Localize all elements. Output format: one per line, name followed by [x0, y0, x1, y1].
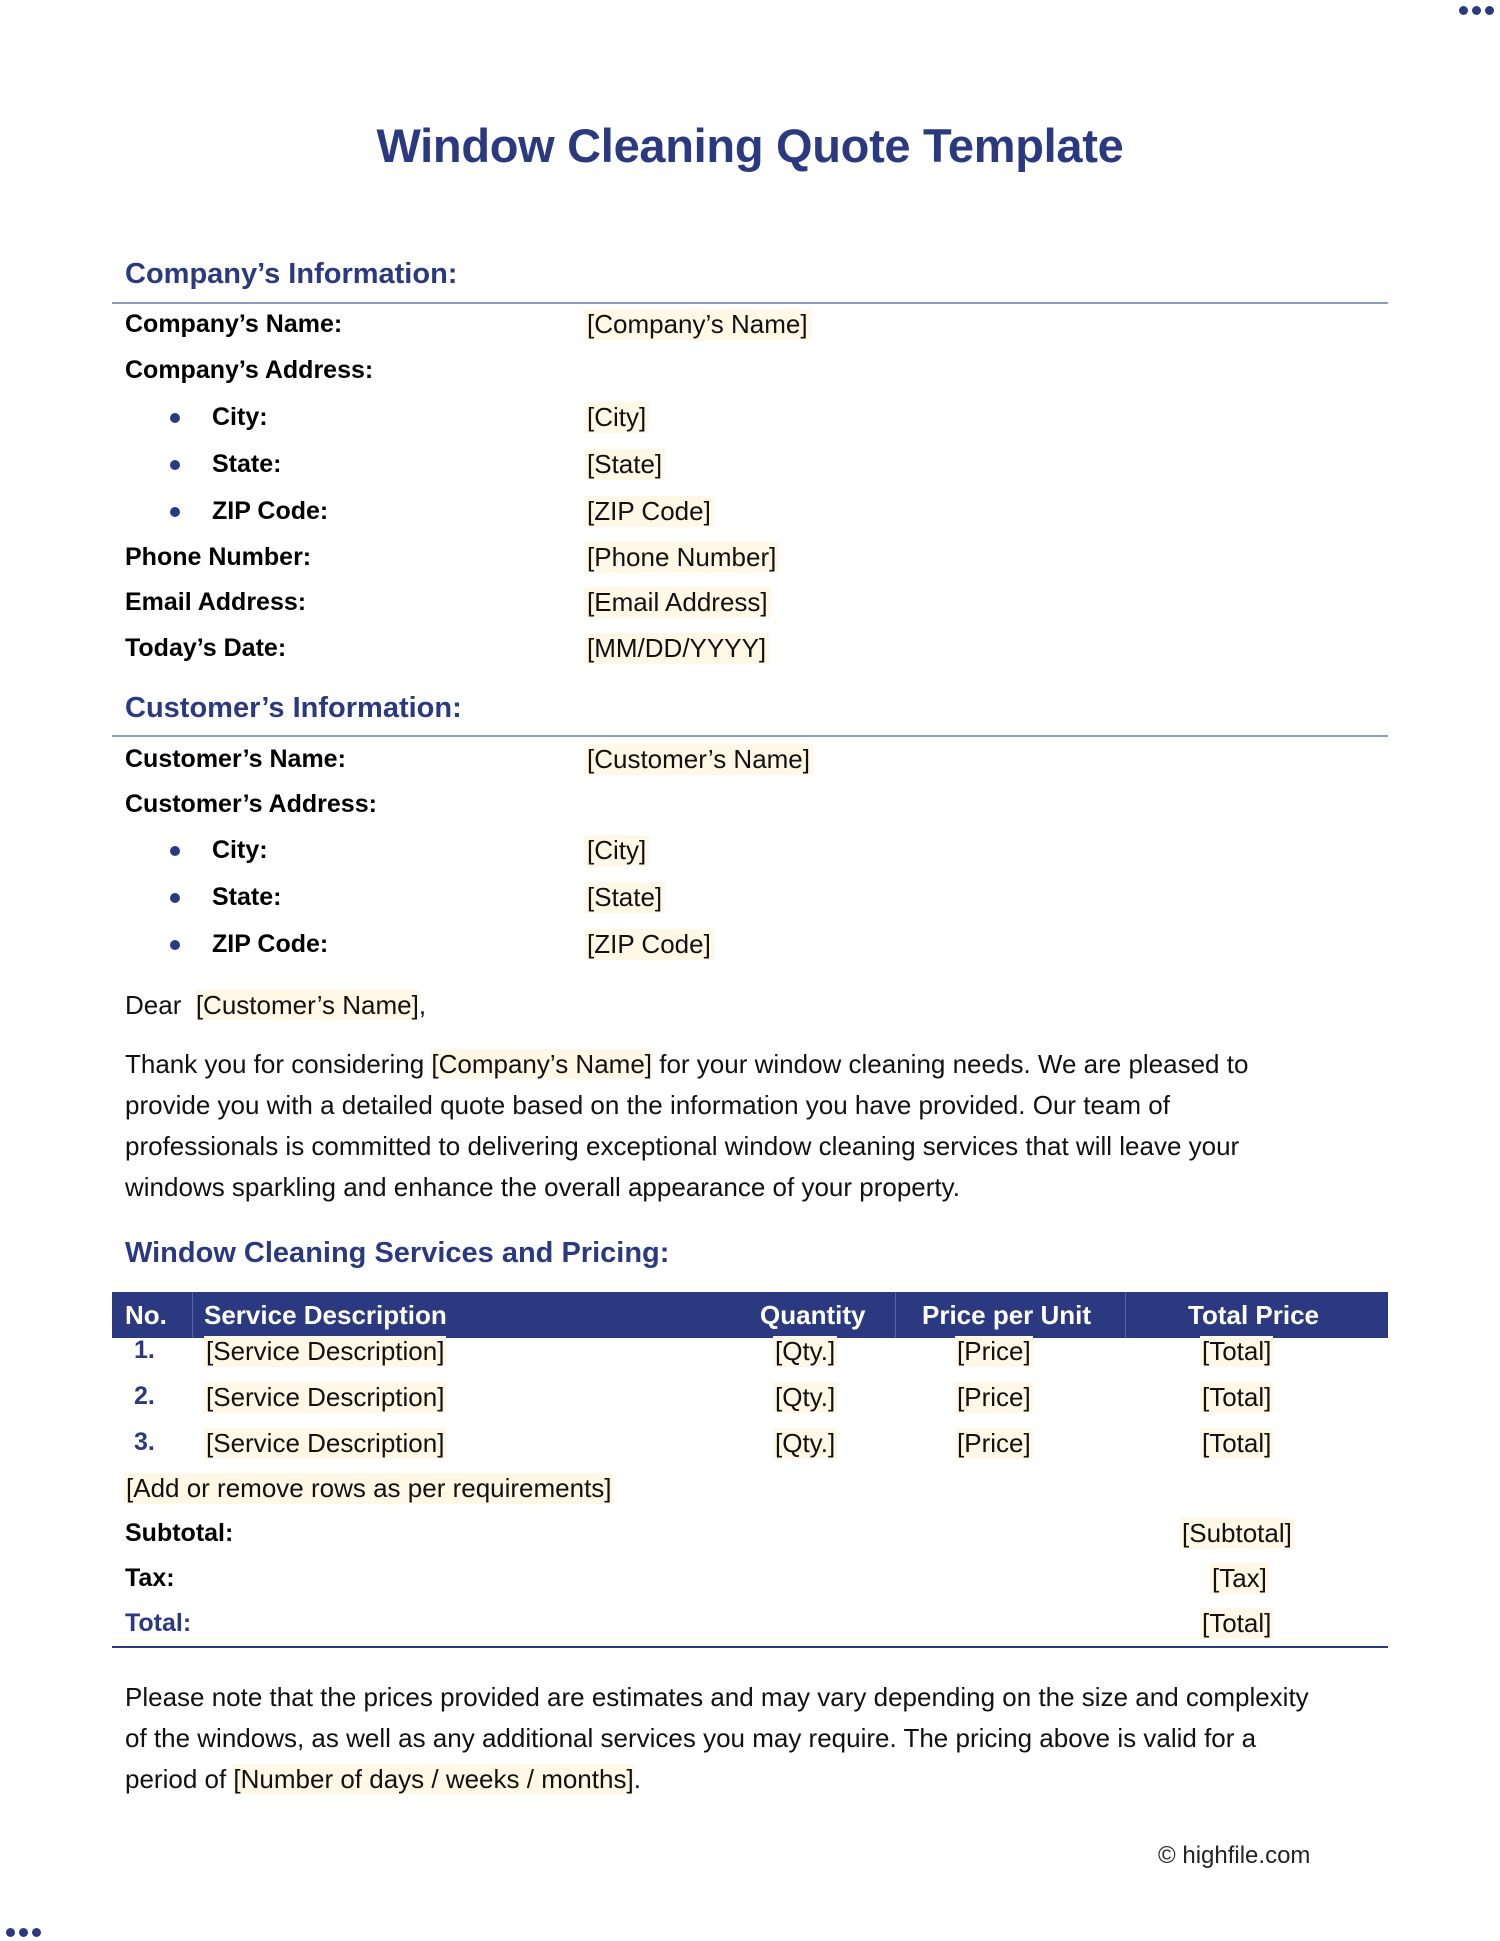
- total-field[interactable]: [Total]: [1202, 1428, 1272, 1458]
- company-city-field[interactable]: [City]: [584, 402, 649, 433]
- bullet-icon: [170, 940, 180, 950]
- customer-zip-field[interactable]: [ZIP Code]: [584, 929, 714, 960]
- greeting-prefix: Dear: [125, 990, 182, 1020]
- bullet-icon: [170, 846, 180, 856]
- quantity-field[interactable]: [Qty.]: [775, 1382, 836, 1412]
- customer-state-field[interactable]: [State]: [584, 882, 665, 913]
- date-label: Today’s Date:: [125, 634, 287, 662]
- quantity-field[interactable]: [Qty.]: [775, 1336, 836, 1366]
- total-label: Total:: [125, 1609, 192, 1637]
- company-zip-label: ZIP Code:: [212, 497, 329, 525]
- greeting-customer-name-field[interactable]: [Customer’s Name]: [195, 990, 419, 1020]
- grand-total-field[interactable]: [Total]: [1202, 1608, 1272, 1638]
- company-address-label: Company’s Address:: [125, 356, 374, 384]
- customer-name-field[interactable]: [Customer’s Name]: [584, 744, 813, 775]
- row-number: 2.: [134, 1382, 155, 1410]
- bullet-icon: [170, 507, 180, 517]
- tax-label: Tax:: [125, 1564, 175, 1592]
- subtotal-label: Subtotal:: [125, 1519, 234, 1547]
- more-options-icon-top[interactable]: [1459, 6, 1494, 15]
- company-phone-label: Phone Number:: [125, 543, 312, 571]
- totals-divider: [112, 1646, 1388, 1648]
- company-email-label: Email Address:: [125, 588, 307, 616]
- company-phone-field[interactable]: [Phone Number]: [584, 542, 779, 573]
- customer-city-label: City:: [212, 836, 268, 864]
- col-price-per-unit: Price per Unit: [922, 1300, 1092, 1330]
- col-quantity: Quantity: [760, 1300, 866, 1330]
- add-rows-note: [Add or remove rows as per requirements]: [126, 1473, 612, 1503]
- service-description-field[interactable]: [Service Description]: [206, 1428, 445, 1458]
- customer-state-label: State:: [212, 883, 282, 911]
- company-city-label: City:: [212, 403, 268, 431]
- closing-line-1: Please note that the prices provided are estimates and may vary depending on the size and complexity: [125, 1682, 1309, 1712]
- services-heading: Window Cleaning Services and Pricing:: [125, 1237, 670, 1269]
- column-divider: [192, 1292, 193, 1338]
- service-description-field[interactable]: [Service Description]: [206, 1382, 445, 1412]
- intro-line-2: provide you with a detailed quote based on the information you have provided. Our team of: [125, 1090, 1170, 1120]
- row-number: 3.: [134, 1428, 155, 1456]
- validity-period-field[interactable]: [Number of days / weeks / months]: [233, 1764, 634, 1794]
- company-zip-field[interactable]: [ZIP Code]: [584, 496, 714, 527]
- intro-company-name-field[interactable]: [Company’s Name]: [431, 1049, 652, 1079]
- intro-line-4: windows sparkling and enhance the overall appearance of your property.: [125, 1172, 960, 1202]
- bullet-icon: [170, 460, 180, 470]
- company-name-field[interactable]: [Company’s Name]: [584, 309, 811, 340]
- greeting: [125, 985, 1375, 1026]
- customer-divider: [112, 735, 1388, 737]
- date-field[interactable]: [MM/DD/YYYY]: [584, 633, 769, 664]
- closing-paragraph: [125, 1677, 1375, 1800]
- bullet-icon: [170, 893, 180, 903]
- customer-name-label: Customer’s Name:: [125, 745, 346, 773]
- customer-address-label: Customer’s Address:: [125, 790, 377, 818]
- closing-text: .: [633, 1764, 641, 1794]
- total-field[interactable]: [Total]: [1202, 1336, 1272, 1366]
- tax-field[interactable]: [Tax]: [1212, 1563, 1267, 1593]
- quantity-field[interactable]: [Qty.]: [775, 1428, 836, 1458]
- service-description-field[interactable]: [Service Description]: [206, 1336, 445, 1366]
- price-field[interactable]: [Price]: [957, 1382, 1031, 1412]
- services-table-header: [112, 1292, 1388, 1338]
- price-field[interactable]: [Price]: [957, 1428, 1031, 1458]
- column-divider: [895, 1292, 896, 1338]
- subtotal-field[interactable]: [Subtotal]: [1182, 1518, 1292, 1548]
- column-divider: [1125, 1292, 1126, 1338]
- company-divider: [112, 302, 1388, 304]
- intro-paragraph: [125, 1044, 1375, 1208]
- closing-line-2: of the windows, as well as any additional services you may require. The pricing above is valid for a: [125, 1723, 1257, 1753]
- copyright-footer: © highfile.com: [1158, 1842, 1311, 1869]
- col-description: Service Description: [204, 1300, 447, 1330]
- company-state-label: State:: [212, 450, 282, 478]
- intro-line-3: professionals is committed to delivering exceptional window cleaning services that will leave your: [125, 1131, 1240, 1161]
- closing-text: period of: [125, 1764, 234, 1794]
- row-number: 1.: [134, 1336, 155, 1364]
- greeting-suffix: ,: [418, 990, 427, 1020]
- col-total-price: Total Price: [1188, 1300, 1320, 1330]
- company-name-label: Company’s Name:: [125, 310, 343, 338]
- customer-city-field[interactable]: [City]: [584, 835, 649, 866]
- col-no: No.: [125, 1300, 167, 1330]
- price-field[interactable]: [Price]: [957, 1336, 1031, 1366]
- customer-zip-label: ZIP Code:: [212, 930, 329, 958]
- intro-text: Thank you for considering: [125, 1049, 432, 1079]
- customer-info-heading: Customer’s Information:: [125, 692, 462, 724]
- more-options-icon-bottom[interactable]: [6, 1928, 41, 1937]
- company-email-field[interactable]: [Email Address]: [584, 587, 771, 618]
- company-state-field[interactable]: [State]: [584, 449, 665, 480]
- page-title: Window Cleaning Quote Template: [376, 119, 1124, 172]
- total-field[interactable]: [Total]: [1202, 1382, 1272, 1412]
- intro-text: for your window cleaning needs. We are pleased to: [652, 1049, 1249, 1079]
- company-info-heading: Company’s Information:: [125, 258, 458, 290]
- bullet-icon: [170, 413, 180, 423]
